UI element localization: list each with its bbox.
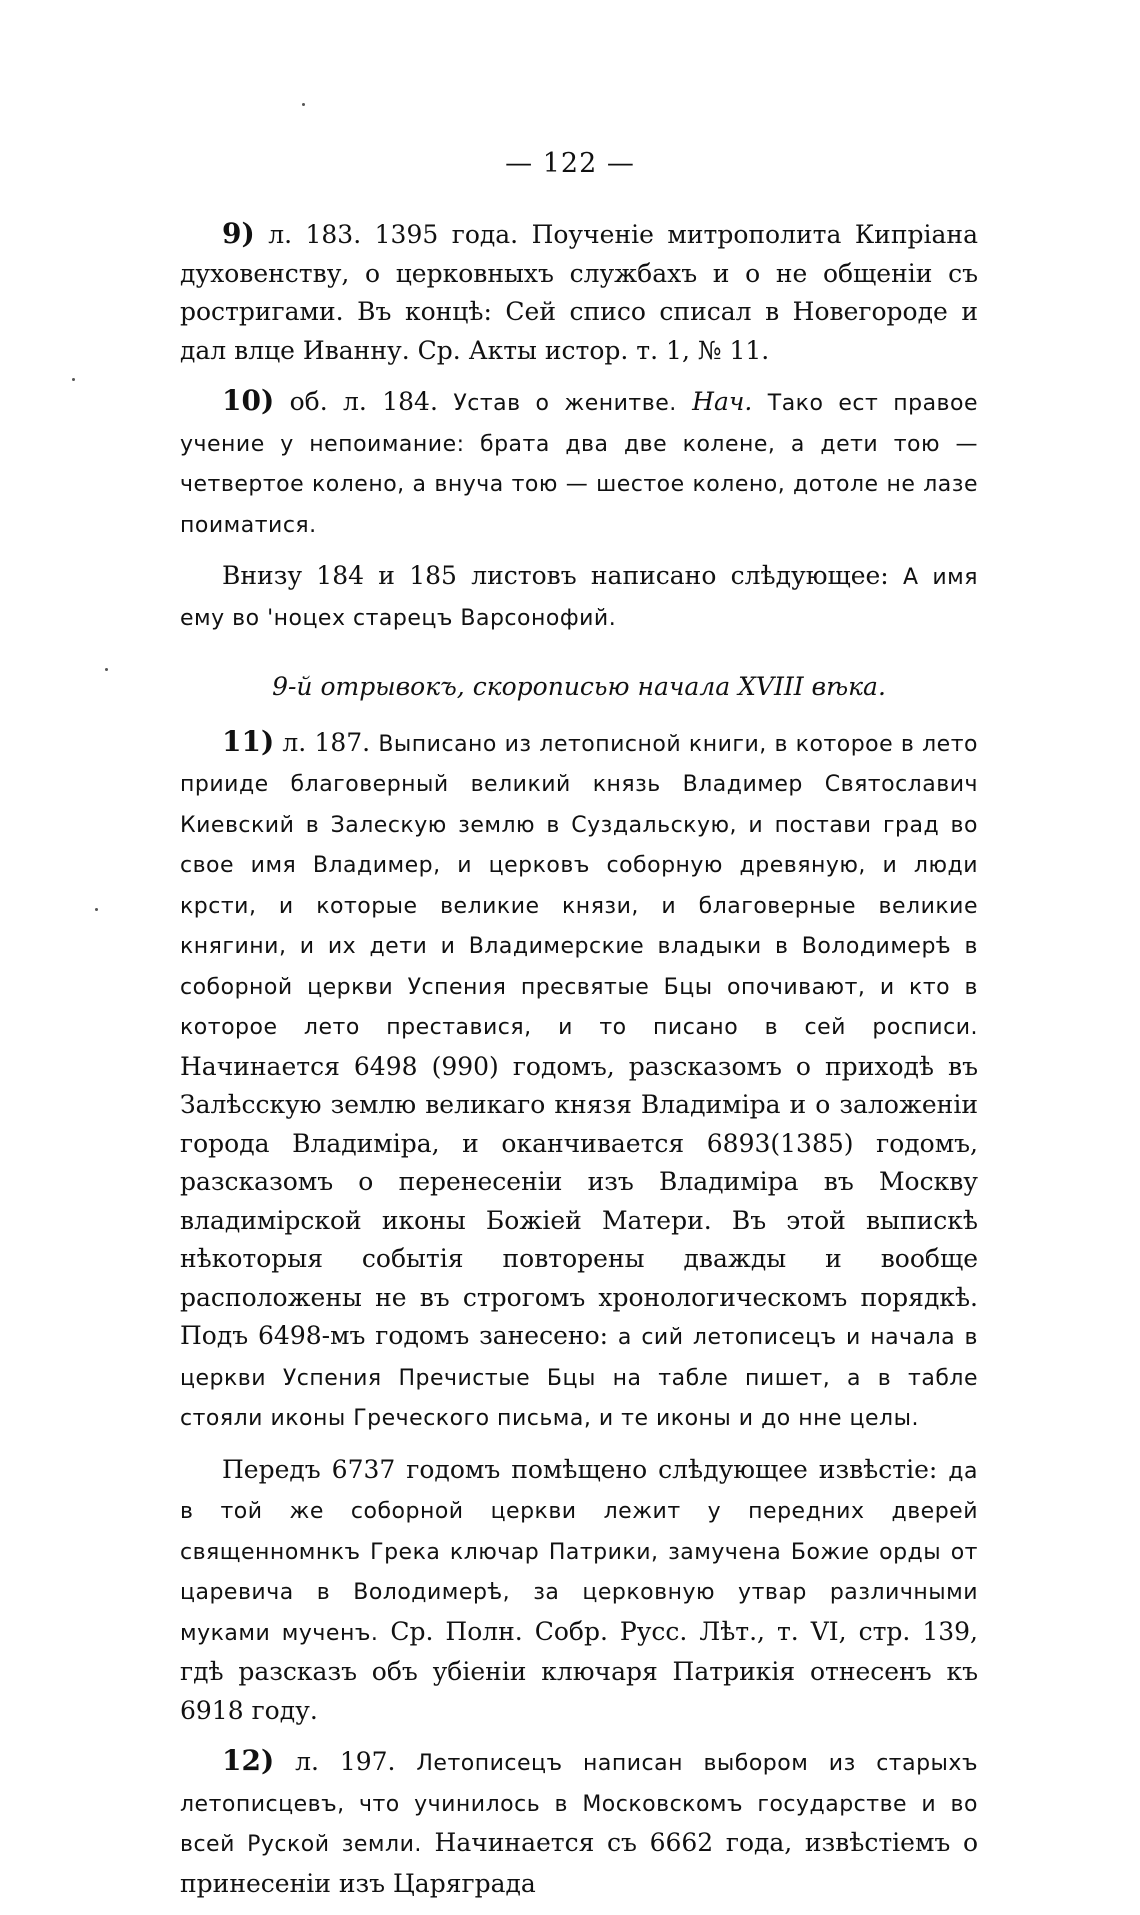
entry-text: Начинается съ 6662 года, извѣстіемъ о принесеніи изъ Царяграда — [180, 1828, 978, 1898]
note-lead: Передъ 6737 годомъ помѣщено слѣдующее извѣстіе: — [222, 1454, 938, 1484]
slavonic-text: Выписано из летописной книги, в которое в лето прииде благоверный великий князь Владимер Святославич Киевский в Залескую землю в Суздальскую, и постави град во свое имя Владимер, и церковъ соборную древяную, и люди крсти, и которые великие князи, и благоверные великие княгини, и их дети и Владимерские владыки в Володимерѣ в соборной церкви Успения пресвятые Бцы опочивают, и кто в которое лето преставися, и то писано в сей росписи. — [180, 731, 978, 1040]
entry-number: 11) — [222, 724, 275, 758]
note-lead: Внизу 184 и 185 листовъ написано слѣдующее: — [222, 561, 889, 590]
entry-lead: об. л. 184. — [289, 387, 438, 416]
slavonic-title: Устав о женитве. — [453, 391, 677, 416]
note-before-6737 — [180, 1451, 978, 1731]
slavonic-text: Летописецъ написан выбором из старыхъ летописцевъ, что учинилось в Московскомъ государстве и во всей Руской земли. — [180, 1751, 978, 1857]
slavonic-text: А имя ему во 'ноцех старецъ Варсонофий. — [180, 565, 978, 631]
incipit-label: Нач. — [692, 387, 753, 416]
ink-speck — [302, 103, 305, 106]
section-heading: 9-й отрывокъ, скорописью начала XVIII вѣка. — [272, 672, 886, 701]
entry-12 — [180, 1742, 978, 1903]
body-text — [180, 215, 978, 1915]
entry-11 — [180, 723, 978, 1439]
ink-speck — [95, 908, 98, 911]
slavonic-text: да в той же соборной церкви лежит у передних дверей священномнкъ Грека ключар Патрики, замучена Божие орды от царевича в Володимерѣ, за церковную утвар различными муками мученъ. — [180, 1458, 978, 1646]
entry-9 — [180, 215, 978, 370]
entry-number: 12) — [222, 1744, 275, 1777]
ink-speck — [105, 668, 108, 671]
ink-speck — [72, 378, 75, 381]
entry-text: Начинается 6498 (990) годомъ, разсказомъ о приходѣ въ Залѣсскую землю великаго князя Владиміра и о заложеніи города Владиміра, и оканчивается 6893(1385) годомъ, разсказомъ о перенесеніи изъ Владиміра въ Москву владимірской иконы Божіей Матери. Въ этой выпискѣ нѣкоторыя событія повторены дважды и вообще расположены не въ строгомъ хронологическомъ порядкѣ. Подъ 6498-мъ годомъ занесено: — [180, 1051, 978, 1350]
entry-lead: л. 187. — [282, 727, 371, 757]
entry-lead: л. 197. — [295, 1747, 396, 1776]
slavonic-text: Тако ест правое учение у непоимание: брата два две колене, а дети тою — четвертое колено, а внуча тою — шестое колено, дотоле не лазе поиматися. — [180, 391, 979, 538]
entry-10 — [180, 382, 978, 545]
page-number: — 122 — — [505, 148, 635, 179]
slavonic-quote: а сий летописецъ и начала в церкви Успения Пречистые Бцы на табле пишет, а в табле стояли иконы Греческого письма, и те иконы и до нне целы. — [180, 1325, 978, 1431]
entry-number: 9) — [222, 217, 255, 250]
note-below-leaves — [180, 557, 978, 638]
note-text: Ср. Полн. Собр. Русс. Лѣт., т. VI, стр. 139, гдѣ разсказъ объ убіеніи ключаря Патрикія отнесенъ къ 6918 году. — [180, 1616, 979, 1725]
entry-number: 10) — [222, 384, 275, 417]
entry-text: л. 183. 1395 года. Поученіе митрополита Кипріана духовенству, о церковныхъ службахъ и о не общеніи съ ростригами. Въ концѣ: Сей списо списал в Новегороде и дал влце Иванну. Ср. Акты истор. т. 1, № 11. — [180, 220, 978, 365]
